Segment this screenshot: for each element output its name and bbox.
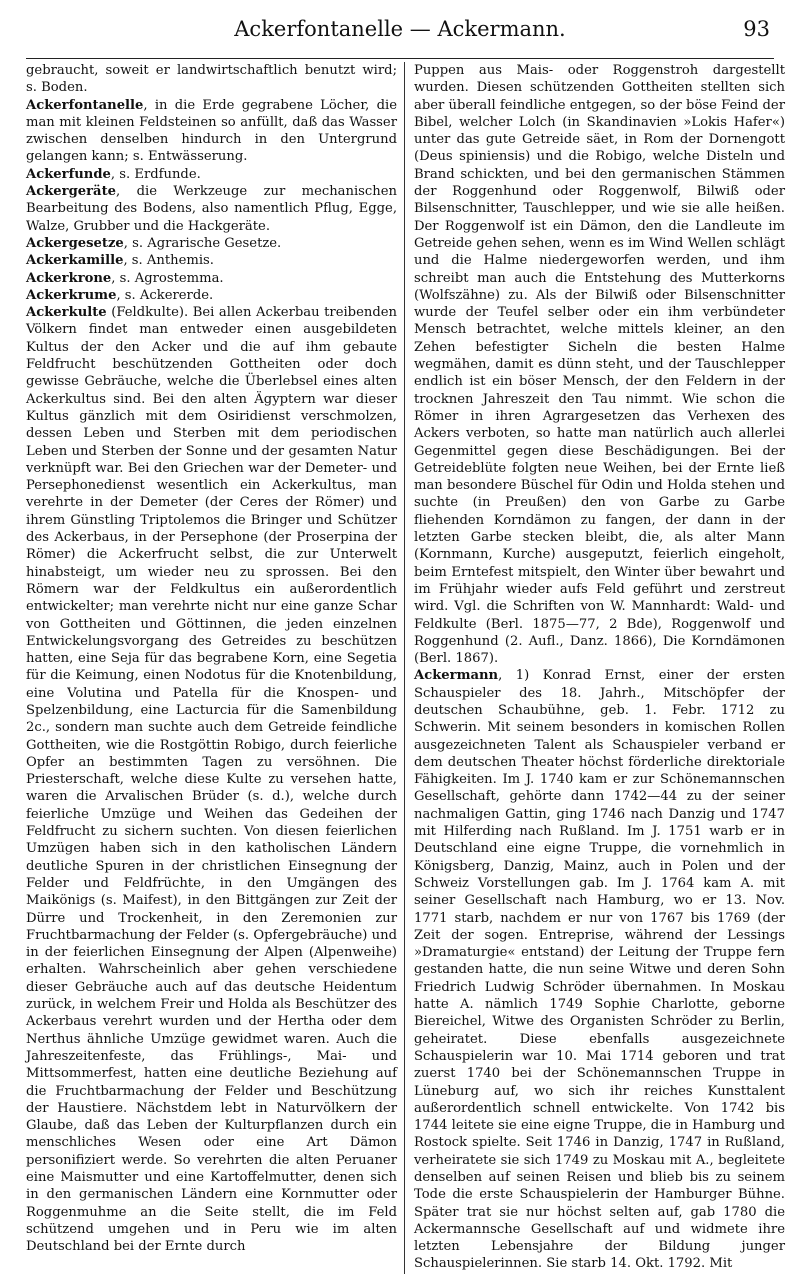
- entry-text: , s. Anthemis.: [123, 253, 214, 269]
- entry: [26, 235, 397, 252]
- entry-text: Puppen aus Mais- oder Roggenstroh dargestellt wurden. Diesen schützenden Gottheiten stellten sich aber überall feindliche entgegen, so der böse Feind der Bibel, welcher Lolch (in Skandinavien »Lokis Hafer«) unter das gute Getreide säet, in Rom der Dornengott (Deus spiniensis) und die Robigo, welche Disteln und Brand schickten, und bei den germanischen Stämmen der Roggenhund oder Roggenwolf, Bilwiß oder Bilsenschnitter, Tauschlepper, und wie sie alle heißen. Der Roggenwolf ist ein Dämon, den die Landleute im Getreide gehen sehen, wenn es im Wind Wellen schlägt und die Halme niedergeworfen werden, und ihm schreibt man auch die Entstehung des Mutterkorns (Wolfszähne) zu. Als der Bilwiß oder Bilsenschnitter wurde der Teufel selber oder ein ihm verbündeter Mensch betrachtet, welche mittels kleiner, an den Zehen befestigter Sicheln die besten Halme wegmähen, damit es dünn steht, und der Tauschlepper endlich ist ein böser Mensch, der den Feldern in der trocknen Jahreszeit den Tau nimmt. Wie schon die Römer in ihren Agrargesetzen das Verhexen des Ackers verboten, so hatte man natürlich auch allerlei Gegenmittel gegen diese Beschädigungen. Bei der Getreideblüte folgten neue Weihen, bei der Ernte ließ man besondere Büschel für Odin und Holda stehen und suchte (in Preußen) den von Garbe zu Garbe fliehenden Korndämon zu fangen, der dann in der letzten Garbe stecken bleibt, die, als alter Mann (Kornmann, Kurche) ausgeputzt, feierlich eingeholt, beim Erntefest mitspielt, den Winter über bewahrt und im Frühjahr wieder aufs Feld geführt und zerstreut wird. Vgl. die Schriften von W. Mannhardt: Wald- und Feldkulte (Berl. 1875—77, 2 Bde), Roggenwolf und Roggenhund (2. Aufl., Danz. 1866), Die Korndämonen (Berl. 1867).: [414, 63, 785, 667]
- entry: [26, 287, 397, 304]
- entry-term: Ackergeräte: [26, 184, 117, 200]
- entry-term: Ackerfontanelle: [26, 97, 144, 113]
- entry: [26, 304, 397, 1255]
- header-rule: [26, 58, 774, 59]
- entry: [26, 166, 397, 183]
- entry-term: Ackergesetze: [26, 235, 124, 251]
- entry-term: Ackerkamille: [26, 253, 124, 269]
- entry-text: , s. Ackererde.: [116, 287, 214, 303]
- entry-text: , die Werkzeuge zur mechanischen Bearbeitung des Bodens, also namentlich Pflug, Egge, Walze, Grubber und die Hackgeräte.: [26, 184, 397, 234]
- entry-term: Ackerkrume: [26, 287, 117, 303]
- entry: [26, 62, 397, 97]
- entry-text: , s. Erdfunde.: [110, 166, 201, 182]
- entry-text: , 1) Konrad Ernst, einer der ersten Schauspieler des 18. Jahrh., Mitschöpfer der deutschen Schaubühne, geb. 1. Febr. 1712 zu Schwerin. Mit seinem besonders in komischen Rollen ausgezeichneten Talent als Schauspieler verband er dem deutschen Theater höchst förderliche direktoriale Fähigkeiten. Im J. 1740 kam er zur Schönemannschen Gesellschaft, gehörte dann 1742—44 zu der seiner nachmaligen Gattin, ging 1746 nach Danzig und 1747 mit Hilferding nach Rußland. Im J. 1751 warb er in Deutschland eine eigne Truppe, die vornehmlich in Königsberg, Danzig, Mainz, auch in Polen und der Schweiz Vorstellungen gab. Im J. 1764 kam A. mit seiner Gesellschaft nach Hamburg, wo er 13. Nov. 1771 starb, nachdem er nur von 1767 bis 1769 (der Zeit der sogen. Entreprise, während der Lessings »Dramaturgie« entstand) der Leitung der Truppe fern gestanden hatte, die nun seine Witwe und deren Sohn Friedrich Ludwig Schröder übernahmen. In Moskau hatte A. nämlich 1749 Sophie Charlotte, geborne Biereichel, Witwe des Organisten Schröder zu Berlin, geheiratet. Diese ebenfalls ausgezeichnete Schauspielerin war 10. Mai 1714 geboren und trat zuerst 1740 bei der Schönemannschen Truppe in Lüneburg auf, wo sich ihr reiches Kunsttalent außerordentlich schnell entwickelte. Von 1742 bis 1744 leitete sie eine eigne Truppe, die in Hamburg und Rostock spielte. Seit 1746 in Danzig, 1747 in Rußland, verheiratete sie sich 1749 zu Moskau mit A., begleitete denselben auf seinen Reisen und blieb bis zu seinem Tode die erste Schauspielerin der Hamburger Bühne. Später trat sie nur höchst selten auf, gab 1780 die Ackermannsche Gesellschaft auf und widmete ihre letzten Lebensjahre der Bildung junger Schauspielerinnen. Sie starb 14. Okt. 1792. Mit: [414, 668, 785, 1272]
- entry: [26, 252, 397, 269]
- running-title: Ackerfontanelle — Ackermann.: [234, 17, 566, 41]
- entry-term: Ackerkrone: [26, 270, 112, 286]
- entry-text: , s. Agrostemma.: [111, 270, 224, 286]
- entry-text: (Feldkulte). Bei allen Ackerbau treibenden Völkern findet man entweder einen ausgebildeten Kultus der den Acker und die auf ihm gebaute Feldfrucht beschützenden Gottheiten oder doch gewisse Gebräuche, welche die Überlebsel eines alten Ackerkultus sind. Bei den alten Ägyptern war dieser Kultus gänzlich mit dem Osiridienst verschmolzen, dessen Leben und Sterben mit dem periodischen Leben und Sterben der Sonne und der gesamten Natur verknüpft war. Bei den Griechen war der Demeter- und Persephonedienst wesentlich ein Ackerkultus, man verehrte in der Demeter (der Ceres der Römer) und ihrem Günstling Triptolemos die Bringer und Schützer des Ackerbaus, in der Persephone (der Proserpina der Römer) die Ackerfrucht selbst, die zur Unterwelt hinabsteigt, um wieder neu zu sprossen. Bei den Römern war der Feldkultus ein außerordentlich entwickelter; man verehrte nicht nur eine ganze Schar von Gottheiten und Göttinnen, die jeden einzelnen Entwickelungsvorgang des Getreides zu beschützen hatten, eine Seja für das begrabene Korn, eine Segetia für die Keimung, einen Nodotus für die Knotenbildung, eine Volutina und Patella für die Knospen- und Spelzenbildung, eine Lacturcia für die Samenbildung 2c., sondern man suchte auch dem Getreide feindliche Gottheiten, wie die Rostgöttin Robigo, durch feierliche Opfer an bestimmten Tagen zu versöhnen. Die Priesterschaft, welche diese Kulte zu versehen hatte, waren die Arvalischen Brüder (s. d.), welche durch feierliche Umzüge und Weihen das Gedeihen der Feldfrucht zu sichern suchten. Von diesen feierlichen Umzügen haben sich in den katholischen Ländern deutliche Spuren in der christlichen Einsegnung der Felder und Feldfrüchte, in den Umgängen des Maikönigs (s. Maifest), in den Bittgängen zur Zeit der Dürre und Trockenheit, in den Zeremonien zur Fruchtbarmachung der Felder (s. Opfergebräuche) und in der feierlichen Einsegnung der Alpen (Alpenweihe) erhalten. Wahrscheinlich aber gehen verschiedene dieser Gebräuche auch auf das deutsche Heidentum zurück, in welchem Freir und Holda als Beschützer des Ackerbaus verehrt wurden und der Hertha oder dem Nerthus ähnliche Umzüge gewidmet waren. Auch die Jahreszeitenfeste, das Frühlings-, Mai- und Mittsommerfest, hatten eine deutliche Beziehung auf die Fruchtbarmachung der Felder und Beschützung der Haustiere. Nächstdem lebt in Naturvölkern der Glaube, daß das Leben der Kulturpflanzen durch ein menschliches Wesen oder eine Art Dämon personifiziert werde. So verehrten die alten Peruaner eine Maismutter und eine Kartoffelmutter, denen sich in den germanischen Ländern eine Kornmutter oder Roggenmuhme an die Seite stellt, die im Feld schützend umgehen und in Peru wie im alten Deutschland bei der Ernte durch: [26, 305, 397, 1255]
- entry: [414, 62, 785, 667]
- left-column: [26, 62, 397, 1255]
- entry: [26, 97, 397, 166]
- entry-term: Ackerkulte: [26, 305, 107, 321]
- page-header: [26, 14, 774, 44]
- entry: [26, 183, 397, 235]
- entry-text: gebraucht, soweit er landwirtschaftlich benutzt wird; s. Boden.: [26, 63, 397, 96]
- page-number: 93: [743, 17, 770, 41]
- right-column: [414, 62, 785, 1273]
- column-divider: [404, 62, 405, 1274]
- entry-term: Ackermann: [414, 668, 499, 684]
- entry: [26, 270, 397, 287]
- entry-text: , in die Erde gegrabene Löcher, die man mit kleinen Feldsteinen so anfüllt, daß das Wasser zwischen denselben hindurch in den Untergrund gelangen kann; s. Entwässerung.: [26, 97, 397, 165]
- entry: [414, 667, 785, 1272]
- entry-text: , s. Agrarische Gesetze.: [123, 235, 282, 251]
- entry-term: Ackerfunde: [26, 166, 111, 182]
